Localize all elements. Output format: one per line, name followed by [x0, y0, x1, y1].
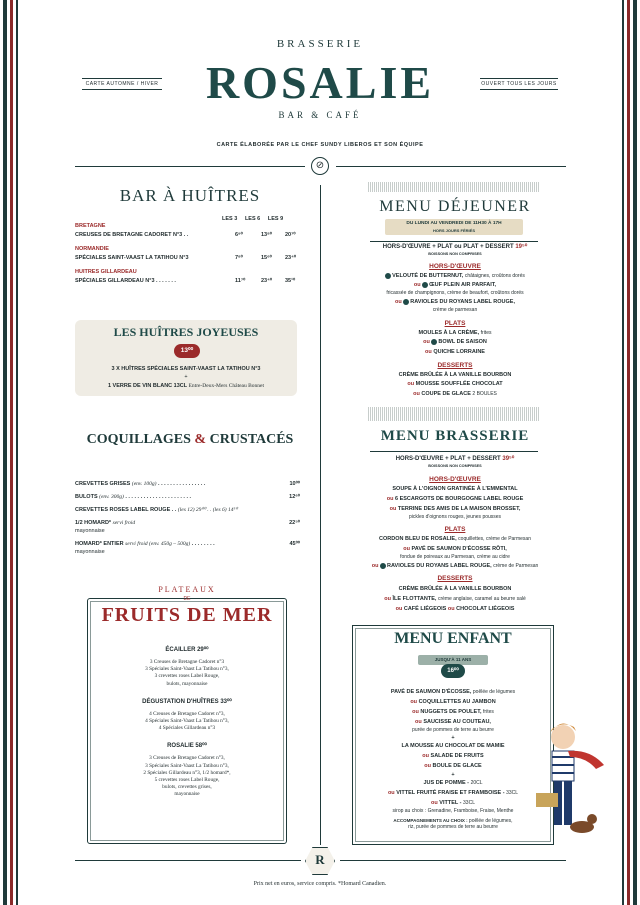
platter-name: ROSALIE 58⁰⁰: [167, 743, 207, 750]
lunch-item-desc: crème de parmesan: [432, 307, 478, 313]
brasserie-pattern: [368, 407, 540, 421]
col-6: LES 6: [244, 216, 261, 222]
platter-line: bulots, mayonnaise: [166, 680, 208, 687]
platter-de: DE: [183, 596, 191, 602]
col-3: LES 3: [222, 216, 238, 222]
oyster-origin: NORMANDIE: [75, 246, 109, 252]
happy-oysters-line2: 1 VERRE DE VIN BLANC 13CL Entre-Deux-Mers Château Bonnet: [107, 383, 265, 389]
brasserie-item: CORDON BLEU DE ROSALIE, coquillettes, crème de Parmesan: [379, 536, 531, 542]
left-stripe-red: [10, 0, 13, 905]
happy-oysters-price: 13⁰⁰: [174, 344, 200, 358]
platter-name: DÉGUSTATION D'HUÎTRES 33⁰⁰: [142, 698, 232, 705]
brasserie-drinks-note: BOISSONS NON COMPRISES: [428, 464, 482, 468]
brasserie-section-mains: PLATS: [444, 526, 466, 533]
lunch-ribbon-text2: HORS JOURS FÉRIÉS: [432, 228, 475, 233]
platter-title: FRUITS DE MER: [101, 604, 273, 626]
platter-line: 3 Creuses de Bretagne Cadoret n°3: [149, 659, 225, 665]
shellfish-sub: mayonnaise: [75, 528, 105, 534]
shellfish-item: 1/2 HOMARD* servi froid 22⁵⁰: [75, 520, 300, 526]
lunch-section-mains: PLATS: [444, 320, 466, 327]
kids-item: PAVÉ DE SAUMON D'ÉCOSSE, poêlée de légumes: [390, 689, 516, 695]
lunch-item: MOULES À LA CRÈME, frites: [418, 330, 492, 336]
lunch-item: ou BOWL DE SAISON: [423, 339, 487, 345]
happy-oysters-plus: +: [184, 374, 188, 380]
brasserie-section-starters: HORS-D'ŒUVRE: [429, 476, 481, 483]
brasserie-item: ou PAVÉ DE SAUMON D'ÉCOSSE RÔTI,: [403, 546, 507, 552]
lunch-ribbon-text: DU LUNDI AU VENDREDI DE 11H30 À 17H: [406, 221, 502, 226]
shellfish-sub: mayonnaise: [75, 549, 105, 555]
oyster-item: CREUSES DE BRETAGNE CADORET N°3 . . 6⁹⁰ 13⁸⁰ 20⁷⁰: [75, 232, 296, 238]
brasserie-item-desc: fondue de poireaux au Parmesan, crème au cidre: [400, 554, 510, 560]
platter-line: 3 crevettes roses Label Rouge,: [154, 673, 220, 680]
brasserie-section-desserts: DESSERTS: [437, 575, 473, 582]
right-stripe-red: [627, 0, 630, 905]
platter-kicker: PLATEAUX: [87, 585, 287, 594]
brasserie-item-desc: pickles d'oignons rouges, jeunes pousses: [408, 514, 502, 520]
platter-line: 4 Spéciales Gillardeau n°3: [158, 725, 216, 732]
lunch-section-starters: HORS-D'ŒUVRE: [429, 263, 481, 270]
kids-item: ou SAUCISSE AU COUTEAU,: [415, 719, 491, 725]
left-stripe-dark: [3, 0, 7, 905]
season-pill: CARTE AUTOMNE / HIVER: [82, 78, 162, 90]
chef-credit: CARTE ÉLABORÉE PAR LE CHEF SUNDY LIBEROS ET SON ÉQUIPE: [216, 142, 424, 148]
brasserie-item: ou RAVIOLES DU ROYANS LABEL ROUGE, crème de Parmesan: [371, 563, 539, 569]
shellfish-item: CREVETTES GRISES (env. 100g) . . . . . . . . . . . . . . . . 10⁰⁰: [75, 481, 300, 487]
brasserie-formula: HORS-D'ŒUVRE + PLAT + DESSERT 39⁵⁰: [395, 456, 515, 462]
oyster-origin: BRETAGNE: [75, 223, 106, 229]
column-divider: [320, 185, 321, 845]
header-rule-left: [75, 166, 305, 167]
lunch-item: ou MOUSSE SOUFFLÉE CHOCOLAT: [407, 381, 503, 387]
platter-line: 4 Spéciales Saint-Vaast La Tatihou n°3,: [145, 718, 229, 725]
lunch-item: ou RAVIOLES DU ROYANS LABEL ROUGE,: [395, 299, 515, 305]
header-rule-right: [336, 166, 566, 167]
lunch-item-desc: fricassée de champignons, crème de beaufort, croûtons dorés: [386, 290, 524, 296]
happy-oysters-line1: 3 X HUÎTRES SPÉCIALES SAINT-VAAST LA TATIHOU N°3: [111, 366, 261, 372]
kids-item: LA MOUSSE AU CHOCOLAT DE MAMIE: [401, 743, 505, 749]
kids-item: ou SALADE DE FRUITS: [422, 753, 484, 759]
platter-line: mayonnaise: [174, 791, 200, 798]
lunch-pattern: [368, 182, 540, 192]
platter-line: 3 Spéciales Saint-Vaast La Tatihou n°3,: [145, 666, 229, 673]
brasserie-item: ou 6 ESCARGOTS DE BOURGOGNE LABEL ROUGE: [386, 496, 524, 502]
monogram-letter: R: [315, 852, 325, 867]
lunch-item: ou COUPE DE GLACE 2 BOULES: [413, 391, 497, 397]
kids-item: ou COQUILLETTES AU JAMBON: [410, 699, 496, 705]
oyster-item: SPÉCIALES SAINT-VAAST LA TATIHOU N°3 7⁸⁰ 15⁶⁰ 23⁴⁰: [75, 255, 297, 261]
kids-item: ou NUGGETS DE POULET, frites: [412, 709, 494, 715]
shellfish-title: COQUILLAGES & CRUSTACÉS: [86, 432, 294, 447]
lunch-section-desserts: DESSERTS: [437, 362, 473, 369]
lunch-rule: [370, 241, 538, 242]
shellfish-item: CREVETTES ROSES LABEL ROUGE . . (les 12) 29⁰⁰ . . (les 6) 14⁵⁰: [75, 507, 238, 513]
platter-line: bulots, crevettes grises,: [162, 784, 212, 791]
footer-note: Prix net en euros, service compris. *Homard Canadien.: [253, 881, 387, 887]
oyster-item: SPÉCIALES GILLARDEAU N°3 . . . . . . . 11⁷⁰ 23⁴⁰ 35¹⁰: [75, 278, 296, 284]
platter-line: 3 Spéciales Saint-Vaast La Tatihou n°3,: [145, 762, 229, 769]
lunch-formula: HORS-D'ŒUVRE + PLAT ou PLAT + DESSERT 19⁵⁰: [382, 244, 528, 250]
hours-pill: OUVERT TOUS LES JOURS: [480, 78, 558, 90]
lunch-drinks-note: BOISSONS NON COMPRISES: [428, 252, 482, 256]
platter-name: ÉCAILLER 29⁰⁰: [165, 647, 209, 653]
brasserie-item: ou CAFÉ LIÉGEOIS ou CHOCOLAT LIÉGEOIS: [395, 606, 515, 612]
brand-subtitle: BAR & CAFÉ: [278, 110, 362, 120]
brasserie-item: ou ÎLE FLOTTANTE, crème anglaise, caramel au beurre salé: [384, 596, 526, 602]
child-illustration: [530, 715, 608, 845]
footer-rule-left: [75, 860, 301, 861]
kids-item-desc: sirop au choix : Grenadine, Framboise, Fraise, Menthe: [392, 808, 514, 814]
platter-list: [90, 646, 284, 799]
shellfish-item: BULOTS (env. 300g) . . . . . . . . . . . . . . . . . . . . . . 12⁶⁰: [75, 494, 300, 500]
right-stripe-thin: [622, 0, 624, 905]
platter-line: 5 crevettes roses Label Rouge,: [154, 777, 220, 784]
oyster-bar-title: BAR À HUÎTRES: [119, 186, 261, 205]
platter-line: 2 Spéciales Gillardeau n°3, 1/2 homard*,: [143, 769, 231, 776]
col-9: LES 9: [267, 216, 284, 222]
kids-sides-desc: riz, purée de pommes de terre au beurre: [408, 824, 498, 830]
platter-line: 3 Creuses de Bretagne Cadoret n°3,: [149, 755, 225, 762]
right-stripe-dark: [633, 0, 637, 905]
kids-plus: +: [451, 735, 455, 741]
brasserie-rule: [370, 451, 538, 452]
kids-item-desc: purée de pommes de terre au beurre: [412, 727, 494, 733]
brasserie-item: ou TERRINE DES AMIS DE LA MAISON BROSSET,: [389, 506, 521, 512]
kids-item: ou BOULE DE GLACE: [424, 763, 482, 769]
kids-price: 16⁰⁰: [441, 664, 465, 678]
platter-line: 4 Creuses de Bretagne Cadoret n°3,: [149, 710, 225, 717]
lunch-item: CRÈME BRÛLÉE À LA VANILLE BOURBON: [398, 372, 512, 378]
kids-title: MENU ENFANT: [394, 630, 512, 647]
brand-kicker: BRASSERIE: [276, 38, 364, 50]
kids-item: JUS DE POMME - 20CL: [423, 780, 483, 786]
left-stripe-thin: [16, 0, 18, 905]
kids-item: ou VITTEL FRUITÉ FRAISE ET FRAMBOISE - 33CL: [387, 790, 519, 796]
brasserie-title: MENU BRASSERIE: [380, 428, 530, 444]
footer-rule-right: [340, 860, 566, 861]
brasserie-item: SOUPE À L'OIGNON GRATINÉE À L'EMMENTAL: [392, 486, 518, 492]
brasserie-item: CRÈME BRÛLÉE À LA VANILLE BOURBON: [398, 586, 512, 592]
kids-item: ou VITTEL - 33CL: [431, 800, 475, 806]
lunch-item: ou ŒUF PLEIN AIR PARFAIT,: [413, 282, 497, 288]
lunch-item: ou QUICHE LORRAINE: [425, 349, 485, 355]
lunch-item: VELOUTÉ DE BUTTERNUT, châtaignes, croûtons dorés: [336, 272, 574, 281]
oyster-origin: HUITRES GILLARDEAU: [75, 269, 137, 275]
knife-seal-icon: ⊘: [311, 157, 329, 175]
shellfish-item: HOMARD* ENTIER servi froid (env. 450g – 500g) . . . . . . . . 45⁰⁰: [75, 541, 300, 547]
lunch-title: MENU DÉJEUNER: [379, 198, 531, 215]
kids-ribbon-text: JUSQU'À 11 ANS: [434, 657, 472, 662]
happy-oysters-title: LES HUÎTRES JOYEUSES: [113, 325, 259, 339]
kids-sides: ACCOMPAGNEMENTS AU CHOIX : poêlée de légumes,: [393, 818, 513, 824]
kids-plus: +: [451, 772, 455, 778]
brand-logo: ROSALIE: [205, 57, 435, 108]
